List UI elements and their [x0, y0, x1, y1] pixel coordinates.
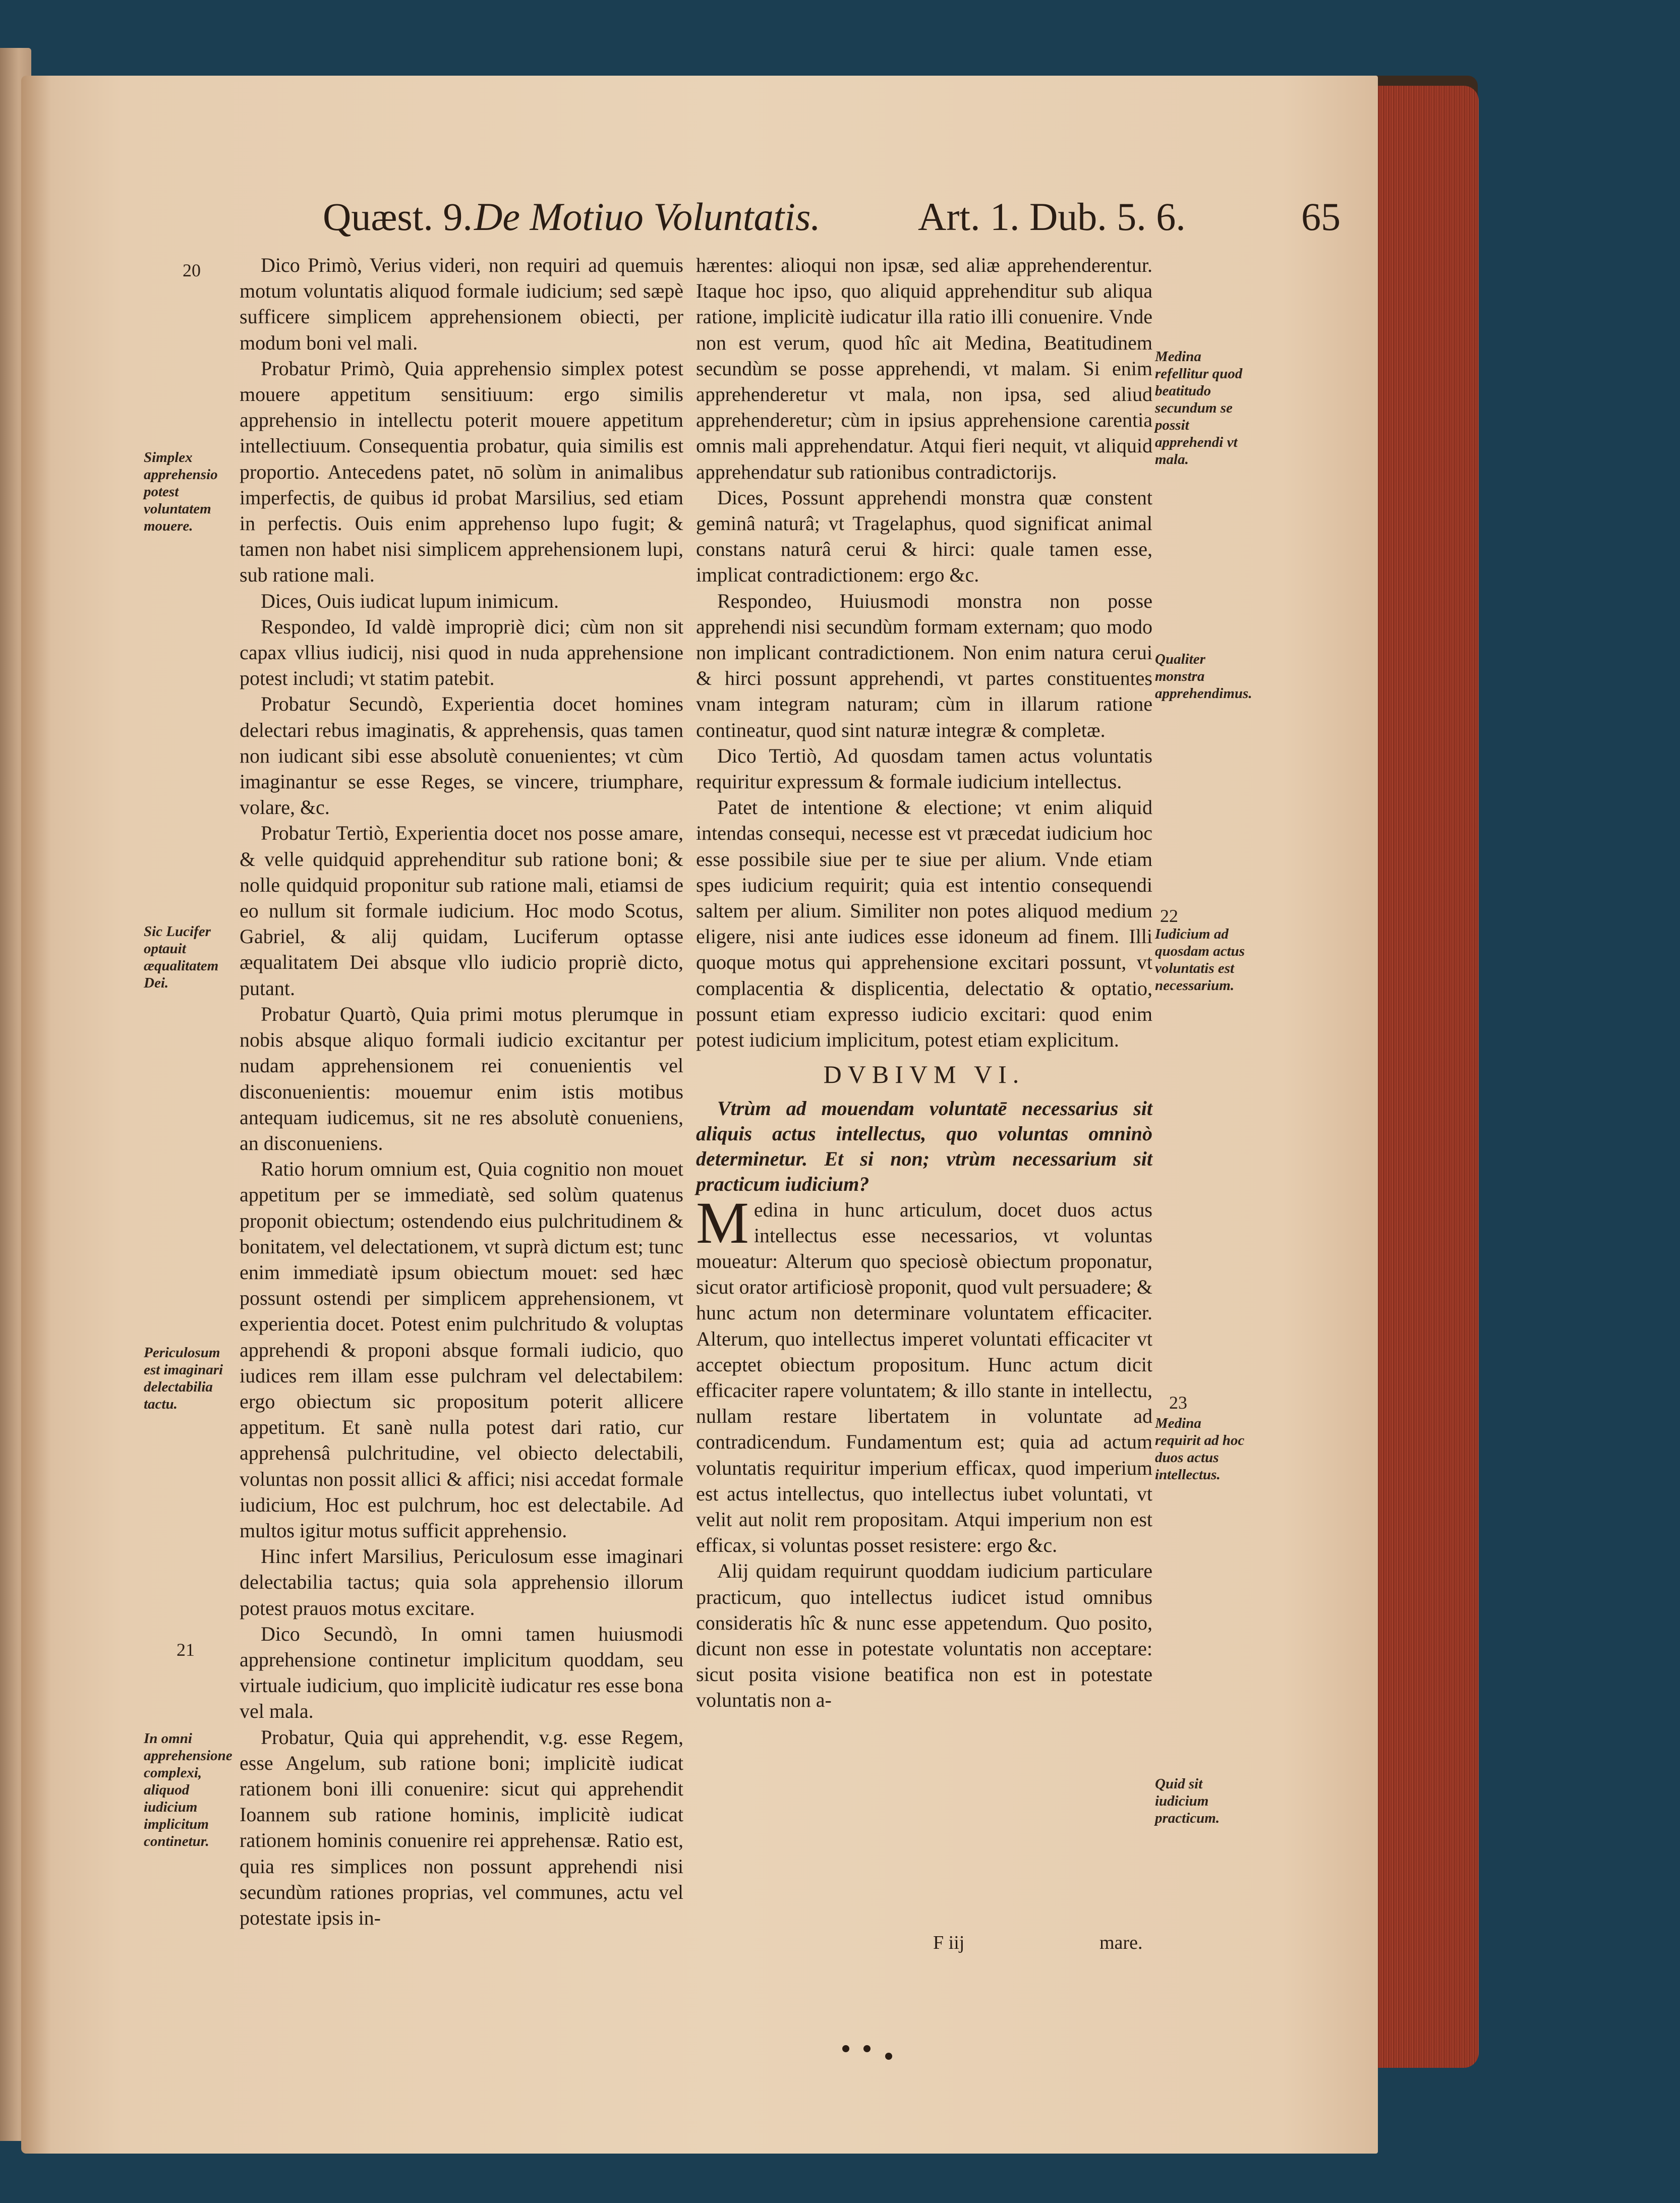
signature-mark: F iij: [933, 1932, 965, 1953]
paragraph: Alij quidam requirunt quoddam iudicium particulare practicum, quo intellectus iudicet istud omnibus consideratis hîc & nunc esse appetendum. Quo posito, dicunt non esse in potestate voluntatis non acceptare: sicut posita visione beatifica non est in potestate voluntatis non a-: [696, 1559, 1152, 1712]
section-question: Vtrùm ad mouendam voluntatē necessarius sit aliquis actus intellectus, quo voluntas omninò determinetur. Et si non; vtrùm necessarium sit practicum iudicium?: [696, 1096, 1152, 1195]
margin-note: Medina refellitur quod beatitudo secundum se possit apprehendi vt mala.: [1155, 349, 1243, 468]
header-article: Art. 1. Dub. 5. 6.: [918, 195, 1186, 239]
paragraph: Ratio horum omnium est, Quia cognitio non mouet appetitum per se immediatè, sed solùm quatenus proponit obiectum; ostendendo eius pulchritudinem & bonitatem, vel delectationem, vt suprà dictum est; tunc enim immediatè ipsum obiectum mouet: sed hæc possunt ostendi per simplicem apprehensionem, vt experientia docet. Potest enim pulchritudo & voluptas apprehendi & proponi absque formali iudicio, quo iudices rem illam esse pulchram vel delectabilem: ergo obiectum sic propositum poterit allicere appetitum. Et sanè nulla potest dari ratio, cur apprehensâ pulchritudine, vel obiecto delectabili, voluntas non possit allici & affici; nisi accedat formale iudicium, Hoc est pulchrum, hoc est delectabile. Ad multos igitur motus sufficit apprehensio.: [240, 1157, 683, 1542]
section-heading: DVBIVM VI.: [823, 1060, 1025, 1089]
drop-capital: M: [696, 1189, 749, 1256]
paragraph: [696, 1189, 1152, 1558]
paragraph-number: 21: [177, 1640, 195, 1660]
left-column: [240, 252, 683, 1931]
paragraph: Dices, Ouis iudicat lupum inimicum.: [261, 589, 559, 612]
margin-note: Quid sit iudicium practicum.: [1155, 1776, 1220, 1826]
paragraph: Probatur, Quia qui apprehendit, v.g. esse Regem, esse Angelum, sub ratione boni; implicitè iudicat rationem boni illi conuenire: sicut qui apprehendit Ioannem sub ratione hominis, implicitè iudicat rationem hominis conuenire rei apprehensæ. Ratio est, quia res simplices non possunt apprehendi nisi secundùm rationes proprias, vel communes, actu vel potestate ipsis in-: [240, 1725, 683, 1929]
margin-note: Iudicium ad quosdam actus voluntatis est necessarium.: [1155, 926, 1245, 994]
paragraph: Patet de intentione & electione; vt enim aliquid intendas consequi, necesse est vt præcedat iudicium hoc esse possibile siue per te siue per alium. Vnde etiam spes iudicium requirit; quia est intentio consequendi saltem per alium. Similiter non potes aliquod medium eligere, nisi ante iudices esse idoneum ad finem. Illi quoque motus qui apprehensione excitari possunt, vt complacentia & displicentia, delectatio & optatio, possunt etiam expresso iudicio excitari: quod enim potest iudicium implicitum, potest etiam explicitum.: [696, 796, 1152, 1052]
paragraph: Probatur Quartò, Quia primi motus plerumque in nobis absque aliquo formali iudicio excitantur per nudam apprehensionem rei conuenientis vel disconuenientis: mouemur enim istis motibus antequam iudicemus, sit ne res absolutè conueniens, an disconueniens.: [240, 1002, 683, 1154]
paragraph: Respondeo, Huiusmodi monstra non posse apprehendi nisi secundùm formam externam; quo modo non implicant contradictionem. Non enim natura cerui & hirci possunt apprehendi, vt partes constituentes vnam integram naturam; cùm in illarum ratione contineatur, quod sint naturæ integræ & completæ.: [696, 589, 1152, 741]
catchword: mare.: [1099, 1932, 1143, 1953]
paragraph: Probatur Tertiò, Experientia docet nos posse amare, & velle quidquid apprehenditur sub ratione boni; & nolle quidquid proponitur sub ratione mali, etiamsi de eo nullum sit formale iudicium. Hoc modo Scotus, Gabriel, & alij quidam, Luciferum optasse æqualitatem Dei absque vllo iudicio propriè dicto, putant.: [240, 822, 683, 1000]
paragraph: Hinc infert Marsilius, Periculosum esse imaginari delectabilia tactus; quia sola apprehensio illorum potest prauos motus excitare.: [240, 1545, 683, 1619]
margin-note: In omni apprehensione complexi, aliquod iudicium implicitum continetur.: [144, 1730, 233, 1849]
paragraph-text: edina in hunc articulum, docet duos actus intellectus esse necessarios, vt voluntas moueatur: Alterum quo speciosè obiectum proponatur, sicut orator artificiosè proponit, quod vult persuadere; & hunc actum non determinare voluntatem efficaciter. Alterum, quo intellectus imperet voluntati efficaciter vt acceptet obiectum propositum. Hunc actum dicit efficaciter rapere voluntatem; & illo stante in intellectu, nullam restare libertatem in voluntate ad contradicendum. Fundamentum est; quia ad actum voluntatis requiritur imperium efficax, quod imperium est actus intellectus, quo intellectus iubet voluntati, vt velit aut nolit rem propositam. Atqui imperium non est efficax, si voluntas posset resistere: ergo &c.: [696, 1198, 1152, 1557]
page-block-edge: [1378, 86, 1479, 2068]
paragraph: Dico Tertiò, Ad quosdam tamen actus voluntatis requiritur expressum & formale iudicium intellectus.: [696, 744, 1152, 793]
header-quaestio: Quæst. 9.: [323, 195, 473, 239]
margin-note: Sic Lucifer optauit æqualitatem Dei.: [144, 923, 219, 991]
paragraph: Respondeo, Id valdè impropriè dici; cùm non sit capax vllius iudicij, nisi quod in nuda apprehensione potest includi; vt statim patebit.: [240, 615, 683, 690]
paragraph-number: 23: [1169, 1393, 1187, 1413]
margin-note: Qualiter monstra apprehendimus.: [1155, 651, 1252, 702]
ink-dot: [863, 2045, 871, 2052]
ink-dot: [885, 2053, 892, 2060]
page-number: 65: [1301, 195, 1341, 239]
paragraph-number: 20: [183, 260, 201, 280]
running-header: [323, 194, 1341, 260]
paragraph-number: 22: [1160, 906, 1178, 926]
paragraph: Dico Primò, Verius videri, non requiri ad quemuis motum voluntatis aliquod formale iudicium; sed sæpè sufficere simplicem apprehensionem obiecti, per modum boni vel mali.: [240, 254, 683, 354]
paragraph: Probatur Secundò, Experientia docet homines delectari rebus imaginatis, & apprehensis, quas tamen non iudicant sibi esse absolutè conuenientes; vt cùm imaginantur se esse Reges, se vincere, triumphare, volare, &c.: [240, 692, 683, 819]
paragraph: Probatur Primò, Quia apprehensio simplex potest mouere appetitum sensitiuum: ergo similis apprehensio in intellectu poterit mouere appetitum intellectiuum. Consequentia probatur, quia similis est proportio. Antecedens patet, nō solùm in animalibus imperfectis, de quibus id probat Marsilius, sed etiam in perfectis. Ouis enim apprehenso lupo fugit; & tamen non habet nisi simplicem apprehensionem lupi, sub ratione mali.: [240, 357, 683, 587]
margin-note: Periculosum est imaginari delectabilia tactu.: [144, 1345, 223, 1412]
ink-dot: [842, 2045, 849, 2052]
margin-note: Medina requirit ad hoc duos actus intellectus.: [1155, 1415, 1245, 1483]
paragraph: Dices, Possunt apprehendi monstra quæ constent geminâ naturâ; vt Tragelaphus, quod significat animal constans naturâ cerui & hirci: quale tamen esse, implicat contradictionem: ergo &c.: [696, 486, 1152, 587]
paragraph: Dico Secundò, In omni tamen huiusmodi apprehensione continetur implicitum quoddam, seu virtuale iudicium, quo implicitè iudicatur res esse bona vel mala.: [240, 1622, 683, 1723]
margin-note: Simplex apprehensio potest voluntatem mouere.: [144, 449, 218, 534]
right-column: [696, 252, 1152, 1713]
header-title: De Motiuo Voluntatis.: [474, 195, 821, 239]
paragraph: hærentes: alioqui non ipsæ, sed aliæ apprehenderentur. Itaque hoc ipso, quo aliquid apprehenditur sub aliqua ratione, implicitè iudicatur illa ratio illi conuenire. Vnde non est verum, quod hîc ait Medina, Beatitudinem secundùm se posse apprehendi, vt malam. Si enim apprehenderetur vt mala, non ipsa, sed aliud apprehenderetur; cùm in ipsius apprehensione carentia omnis mali apprehendatur. Atqui fieri nequit, vt aliquid apprehendatur sub rationibus contradictorijs.: [696, 254, 1152, 483]
